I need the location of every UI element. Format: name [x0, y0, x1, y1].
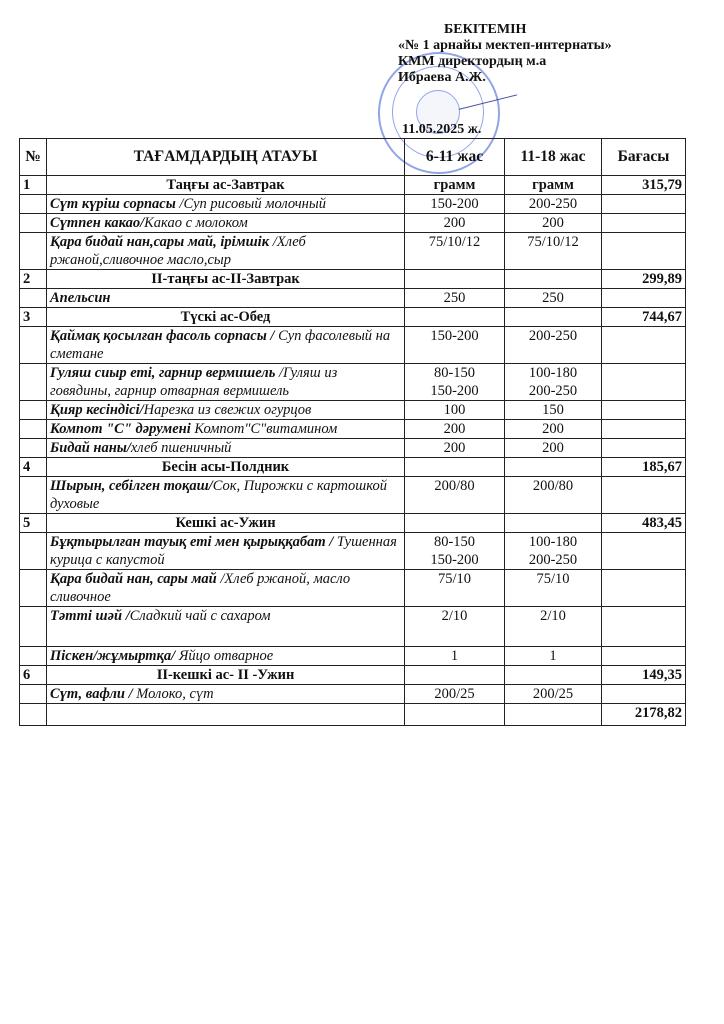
empty-cell — [505, 308, 602, 327]
dish-row — [20, 327, 686, 364]
empty-cell — [405, 666, 505, 685]
empty-cell — [602, 477, 686, 514]
meal-number: 1 — [20, 176, 47, 195]
qty-11-18 — [505, 364, 602, 401]
dish-name-ru: Молоко, сүт — [132, 686, 214, 702]
approval-title: БЕКІТЕМІН — [444, 22, 527, 37]
menu-body — [20, 176, 686, 726]
qty-11-18 — [505, 420, 602, 439]
meal-number: 5 — [20, 514, 47, 533]
empty-cell — [602, 233, 686, 270]
qty-value: 250 — [443, 290, 466, 306]
qty-value: 200 — [443, 215, 466, 231]
meal-header-row — [20, 308, 686, 327]
dish-name — [47, 289, 405, 308]
dish-name-kz: Қара бидай нан,сары май, ірімшік — [50, 234, 270, 250]
dish-name — [47, 439, 405, 458]
header-age-6-11: 6-11 жас — [405, 139, 505, 176]
qty-value: 200/25 — [434, 686, 475, 702]
empty-cell — [505, 514, 602, 533]
dish-name — [47, 607, 405, 647]
empty-cell — [602, 533, 686, 570]
total-row — [20, 704, 686, 726]
meal-name: ІІ-таңғы ас-ІІ-Завтрак — [47, 270, 405, 289]
qty-value: 150-200 — [430, 383, 479, 399]
qty-value: 200 — [443, 440, 466, 456]
empty-cell — [20, 647, 47, 666]
dish-name-kz: Піскен/жұмыртқа/ — [50, 648, 176, 664]
header-row — [20, 139, 686, 176]
qty-value: 100-180 — [528, 365, 578, 381]
qty-6-11 — [405, 439, 505, 458]
meal-price: 149,35 — [602, 666, 686, 685]
empty-cell — [602, 439, 686, 458]
empty-cell — [20, 327, 47, 364]
meal-number: 2 — [20, 270, 47, 289]
empty-cell — [602, 327, 686, 364]
approval-line-3: Ибраева А.Ж. — [398, 70, 486, 85]
menu-table — [19, 138, 686, 726]
dish-name-kz: Бұқтырылған тауық еті мен қырыққабат / — [50, 534, 334, 550]
qty-value: 2/10 — [540, 608, 566, 624]
empty-cell — [20, 401, 47, 420]
header-name: ТАҒАМДАРДЫҢ АТАУЫ — [47, 139, 405, 176]
dish-name-kz: Сүт күріш сорпасы — [50, 196, 176, 212]
unit-6-11: грамм — [405, 176, 505, 195]
qty-value: 75/10 — [437, 571, 472, 587]
qty-value: 200/80 — [434, 478, 475, 494]
empty-cell — [505, 458, 602, 477]
qty-11-18 — [505, 439, 602, 458]
dish-row — [20, 233, 686, 270]
meal-price: 299,89 — [602, 270, 686, 289]
dish-name-ru: /Суп рисовый молочный — [175, 196, 326, 212]
qty-value: 150 — [542, 402, 564, 418]
dish-name-kz: Сүт, вафли / — [50, 686, 133, 702]
dish-name-ru: хлеб пшеничный — [130, 440, 232, 456]
meal-name: Бесін асы-Полдник — [47, 458, 405, 477]
dish-row — [20, 439, 686, 458]
empty-cell — [20, 289, 47, 308]
dish-name-ru: Компот"С"витамином — [190, 421, 338, 437]
dish-row — [20, 647, 686, 666]
qty-11-18 — [505, 477, 602, 514]
qty-6-11 — [405, 195, 505, 214]
empty-cell — [20, 420, 47, 439]
qty-6-11 — [405, 214, 505, 233]
meal-header-row — [20, 666, 686, 685]
dish-name-kz: Гуляш сиыр еті, гарнир вермишель — [50, 365, 276, 381]
empty-cell — [602, 195, 686, 214]
meal-name: Таңғы ас-Завтрак — [47, 176, 405, 195]
dish-row — [20, 570, 686, 607]
dish-row — [20, 364, 686, 401]
meal-number: 6 — [20, 666, 47, 685]
empty-cell — [405, 458, 505, 477]
dish-name-kz: Шырын, себілген тоқаш/ — [50, 478, 213, 494]
empty-cell — [20, 533, 47, 570]
dish-name — [47, 364, 405, 401]
meal-price: 185,67 — [602, 458, 686, 477]
empty-cell — [602, 401, 686, 420]
header-num: № — [20, 139, 47, 176]
qty-6-11 — [405, 477, 505, 514]
dish-name-ru: Сладкий чай с сахаром — [129, 608, 271, 624]
qty-value: 1 — [549, 648, 557, 664]
dish-name — [47, 327, 405, 364]
empty-cell — [505, 704, 602, 726]
empty-cell — [602, 214, 686, 233]
meal-header-row — [20, 514, 686, 533]
dish-name-kz: Сүтпен какао/ — [50, 215, 145, 231]
qty-11-18 — [505, 214, 602, 233]
qty-6-11 — [405, 607, 505, 647]
qty-11-18 — [505, 401, 602, 420]
qty-value: 200-250 — [528, 383, 578, 399]
qty-value: 150-200 — [430, 552, 479, 568]
qty-11-18 — [505, 647, 602, 666]
dish-name-ru: /Хлеб ржаной,сливочное масло,сыр — [50, 234, 306, 268]
meal-header-row — [20, 270, 686, 289]
empty-cell — [505, 666, 602, 685]
dish-name-kz: Бидай наны/ — [50, 440, 131, 456]
dish-row — [20, 401, 686, 420]
empty-cell — [602, 420, 686, 439]
dish-row — [20, 477, 686, 514]
dish-name — [47, 477, 405, 514]
qty-value: 100-180 — [528, 534, 578, 550]
empty-cell — [20, 195, 47, 214]
qty-value: 250 — [542, 290, 564, 306]
dish-name-ru: Тушенная курица с капустой — [50, 534, 397, 568]
empty-cell — [47, 704, 405, 726]
dish-name-kz: Қаймақ қосылған фасоль сорпасы / — [50, 328, 275, 344]
dish-name — [47, 233, 405, 270]
meal-name: Түскі ас-Обед — [47, 308, 405, 327]
dish-row — [20, 420, 686, 439]
unit-11-18: грамм — [505, 176, 602, 195]
meal-price: 315,79 — [602, 176, 686, 195]
empty-cell — [602, 570, 686, 607]
approval-line-1: «№ 1 арнайы мектеп-интернаты» — [398, 38, 612, 53]
empty-cell — [20, 233, 47, 270]
qty-value: 2/10 — [441, 608, 468, 624]
qty-11-18 — [505, 533, 602, 570]
qty-11-18 — [505, 195, 602, 214]
dish-name-ru: /Гуляш из говядины, гарнир отварная вермишель — [50, 365, 338, 399]
empty-cell — [602, 647, 686, 666]
empty-cell — [20, 570, 47, 607]
meal-header-row — [20, 176, 686, 195]
dish-name-ru: /Хлеб ржаной, масло сливочное — [50, 571, 351, 605]
qty-value: 80-150 — [433, 365, 476, 381]
dish-name-kz: Қияр кесіндісі/ — [50, 402, 144, 418]
qty-11-18 — [505, 289, 602, 308]
dish-name-ru: Нарезка из свежих огурцов — [143, 402, 312, 418]
empty-cell — [20, 439, 47, 458]
empty-cell — [405, 514, 505, 533]
qty-6-11 — [405, 685, 505, 704]
qty-6-11 — [405, 533, 505, 570]
dish-name-ru: Какао с молоком — [144, 215, 248, 231]
dish-name — [47, 570, 405, 607]
empty-cell — [20, 477, 47, 514]
empty-cell — [20, 364, 47, 401]
dish-name — [47, 195, 405, 214]
empty-cell — [405, 270, 505, 289]
qty-value: 200 — [443, 421, 466, 437]
qty-11-18 — [505, 233, 602, 270]
dish-name-kz: Компот "С" дәрумені — [50, 421, 191, 437]
qty-6-11 — [405, 570, 505, 607]
header-age-11-18: 11-18 жас — [505, 139, 602, 176]
empty-cell — [405, 704, 505, 726]
qty-value: 100 — [443, 402, 466, 418]
meal-price: 744,67 — [602, 308, 686, 327]
qty-value: 200-250 — [528, 328, 578, 344]
dish-name — [47, 685, 405, 704]
qty-11-18 — [505, 685, 602, 704]
dish-row — [20, 214, 686, 233]
dish-name-kz: Апельсин — [50, 290, 111, 306]
dish-row — [20, 533, 686, 570]
meal-price: 483,45 — [602, 514, 686, 533]
empty-cell — [505, 270, 602, 289]
qty-value: 150-200 — [430, 196, 479, 212]
empty-cell — [602, 364, 686, 401]
approval-date: 11.05.2025 ж. — [402, 122, 482, 137]
dish-row — [20, 195, 686, 214]
qty-6-11 — [405, 327, 505, 364]
qty-6-11 — [405, 401, 505, 420]
header-price: Бағасы — [602, 139, 686, 176]
qty-value: 200 — [542, 440, 564, 456]
meal-number: 4 — [20, 458, 47, 477]
dish-name — [47, 401, 405, 420]
qty-11-18 — [505, 570, 602, 607]
empty-cell — [602, 289, 686, 308]
empty-cell — [20, 214, 47, 233]
dish-row — [20, 289, 686, 308]
approval-line-2: КММ директордың м.а — [398, 54, 547, 69]
empty-cell — [602, 607, 686, 647]
qty-value: 75/10/12 — [428, 234, 481, 250]
dish-name — [47, 533, 405, 570]
dish-name-kz: Қара бидай нан, сары май — [50, 571, 217, 587]
empty-cell — [20, 704, 47, 726]
meal-number: 3 — [20, 308, 47, 327]
qty-value: 200 — [542, 421, 564, 437]
dish-name — [47, 647, 405, 666]
qty-value: 80-150 — [433, 534, 476, 550]
qty-11-18 — [505, 327, 602, 364]
empty-cell — [20, 685, 47, 704]
empty-cell — [405, 308, 505, 327]
qty-value: 200/25 — [532, 686, 574, 702]
qty-6-11 — [405, 420, 505, 439]
dish-name-kz: Тәтті шәй / — [50, 608, 130, 624]
meal-name: Кешкі ас-Ужин — [47, 514, 405, 533]
qty-6-11 — [405, 233, 505, 270]
qty-6-11 — [405, 647, 505, 666]
total-price: 2178,82 — [602, 704, 686, 726]
dish-name — [47, 420, 405, 439]
qty-value: 1 — [450, 648, 459, 664]
qty-6-11 — [405, 289, 505, 308]
approval-text — [398, 22, 698, 137]
qty-value: 200-250 — [528, 552, 578, 568]
qty-11-18 — [505, 607, 602, 647]
dish-row — [20, 685, 686, 704]
dish-name-ru: Суп фасолевый на сметане — [50, 328, 391, 362]
qty-value: 75/10 — [536, 571, 570, 587]
qty-6-11 — [405, 364, 505, 401]
dish-name-ru: Яйцо отварное — [175, 648, 274, 664]
dish-name — [47, 214, 405, 233]
meal-header-row — [20, 458, 686, 477]
dish-row — [20, 607, 686, 647]
empty-cell — [20, 607, 47, 647]
meal-name: ІІ-кешкі ас- ІІ -Ужин — [47, 666, 405, 685]
qty-value: 200 — [542, 215, 564, 231]
qty-value: 75/10/12 — [527, 234, 579, 250]
qty-value: 150-200 — [430, 328, 479, 344]
empty-cell — [602, 685, 686, 704]
qty-value: 200-250 — [528, 196, 578, 212]
dish-name-ru: Сок, Пирожки с картошкой духовые — [50, 478, 387, 512]
qty-value: 200/80 — [532, 478, 574, 494]
